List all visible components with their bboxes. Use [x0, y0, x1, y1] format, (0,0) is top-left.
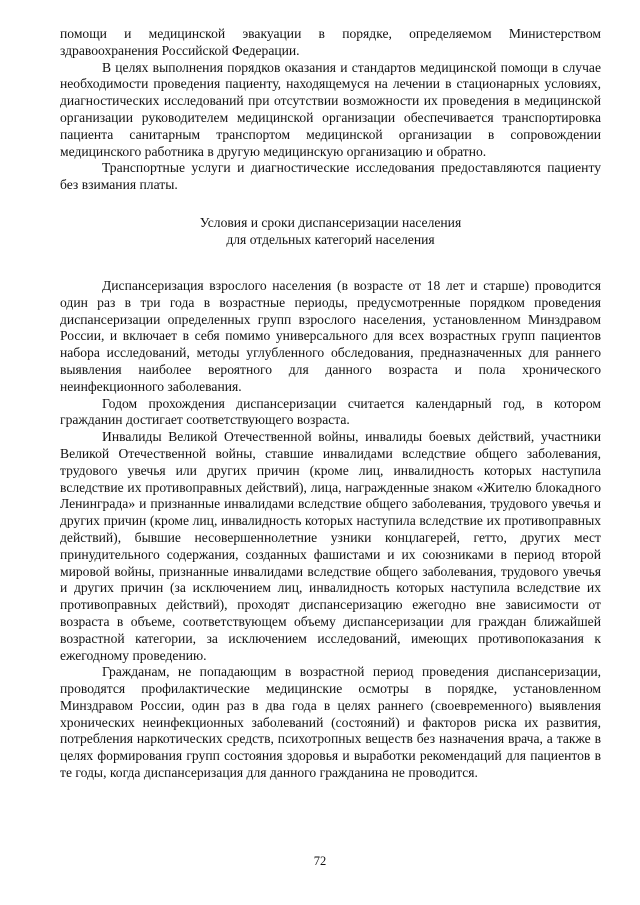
paragraph-transportation: В целях выполнения порядков оказания и стандартов медицинской помощи в случае необходимости проведения пациенту, находящемуся на лечении в стационарных условиях, диагностических исследований при отсутствии возможности их проведения в медицинской организации руководителем медицинской организации обеспечивается транспортировка пациента санитарным транспортом медицинской организации в сопровождении медицинского работника в другую медицинскую организацию и обратно. [60, 59, 601, 159]
document-page [60, 26, 601, 782]
paragraph-continuation: помощи и медицинской эвакуации в порядке, определяемом Министерством здравоохранения Российской Федерации. [60, 26, 601, 58]
section-heading-line-2: для отдельных категорий населения [226, 231, 435, 247]
paragraph-free-services: Транспортные услуги и диагностические исследования предоставляются пациенту без взимания платы. [60, 160, 601, 193]
paragraph-screening-year: Годом прохождения диспансеризации считается календарный год, в котором гражданин достигает соответствующего возраста. [60, 395, 601, 428]
page-number: 72 [313, 854, 327, 868]
paragraph-veterans: Инвалиды Великой Отечественной войны, инвалиды боевых действий, участники Великой Отечественной войны, ставшие инвалидами вследствие общего заболевания, трудового увечья или других причин (кроме лиц, инвалидность которых наступила вследствие их противоправных действий), лица, награжденные знаком «Жителю блокадного Ленинграда» и признанные инвалидами вследствие общего заболевания, трудового увечья и других причин (кроме лиц, инвалидность которых наступила вследствие их противоправных действий), бывшие несовершеннолетние узники концлагерей, гетто, других мест принудительного содержания, созданных фашистами и их союзниками в период второй мировой войны, признанные инвалидами вследствие общего заболевания, трудового увечья и других причин (за исключением лиц, инвалидность которых наступила вследствие их противоправных действий), проходят диспансеризацию ежегодно вне зависимости от возраста в объеме, соответствующем объему диспансеризации для граждан ближайшей возрастной категории, за исключением исследований, имеющих противопоказания к ежегодному проведению. [60, 429, 601, 663]
paragraph-adult-screening: Диспансеризация взрослого населения (в возрасте от 18 лет и старше) проводится один раз в три года в возрастные периоды, предусмотренные порядком проведения диспансеризации определенных групп взрослого населения, установленном Минздравом России, и включает в себя помимо универсального для всех возрастных групп пациентов набора исследований, методы углубленного обследования, предназначенных для раннего выявления наиболее вероятного для данного возраста и пола хронического неинфекционного заболевания. [60, 277, 601, 394]
section-heading [60, 214, 601, 248]
paragraph-preventive-exams: Гражданам, не попадающим в возрастной период проведения диспансеризации, проводятся профилактические медицинские осмотры в порядке, установленном Минздравом России, один раз в два года в целях раннего (своевременного) выявления хронических неинфекционных заболеваний (состояний) и факторов риска их развития, потребления наркотических средств, психотропных веществ без назначения врача, а также в целях формирования групп состояния здоровья и выработки рекомендаций для пациентов в те годы, когда диспансеризация для данного гражданина не проводится. [60, 664, 601, 781]
section-heading-line-1: Условия и сроки диспансеризации населения [199, 214, 462, 230]
